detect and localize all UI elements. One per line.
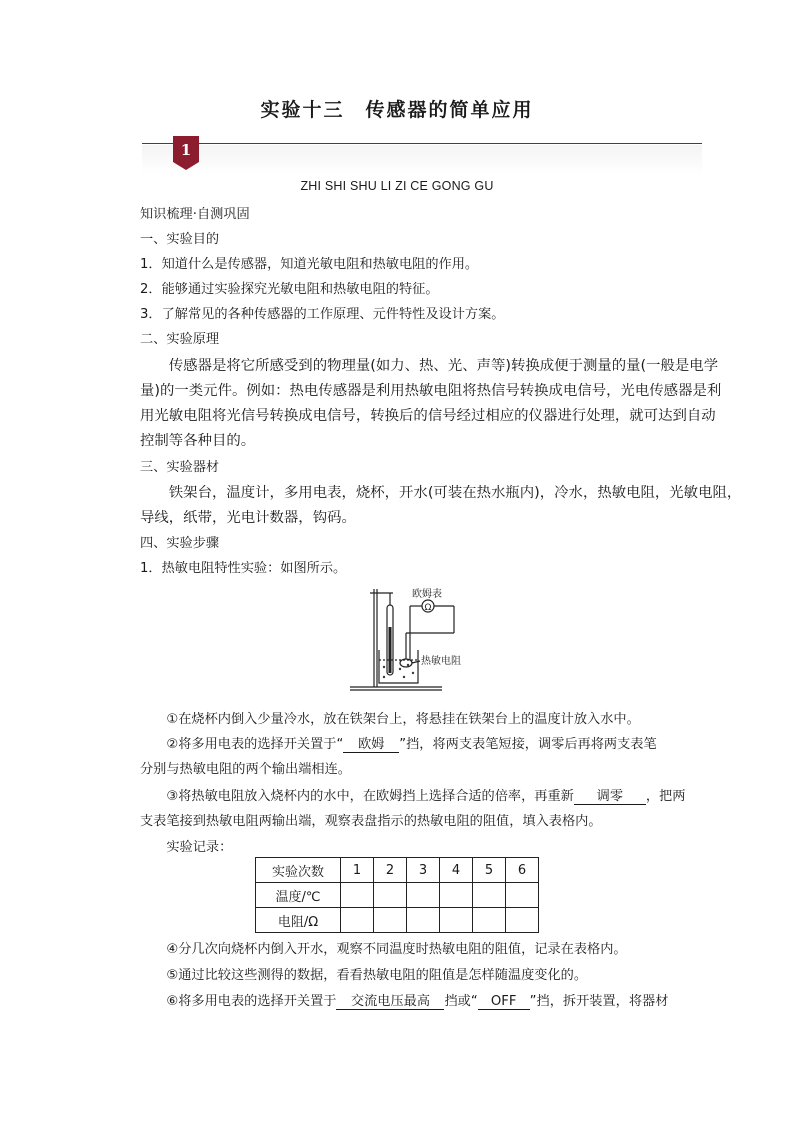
answer-blank: 调零 xyxy=(574,789,646,805)
principle-line: 传感器是将它所感受到的物理量(如力、热、光、声等)转换成便于测量的量(一般是电学 xyxy=(140,358,719,374)
step-text: 挡或“ xyxy=(444,994,478,1009)
section-badge-number: 1 xyxy=(180,141,192,159)
answer-blank: 欧姆 xyxy=(343,737,399,753)
equipment-line: 铁架台，温度计，多用电表，烧杯，开水(可装在热水瓶内)，冷水，热敏电阻，光敏电阻， xyxy=(140,485,742,501)
step-text: ③将热敏电阻放入烧杯内的水中，在欧姆挡上选择合适的倍率，再重新 xyxy=(140,789,574,804)
step-line xyxy=(140,990,668,1010)
section-pinyin: ZHI SHI SHU LI ZI CE GONG GU xyxy=(300,179,494,193)
heading-principle: 二、实验原理 xyxy=(140,332,220,347)
answer-blank: 交流电压最高 xyxy=(336,994,444,1010)
table-header-cell: 1 xyxy=(341,858,374,883)
step-line: ⑤通过比较这些测得的数据，看看热敏电阻的阻值是怎样随温度变化的。 xyxy=(140,968,588,983)
step-text: ”挡，拆开装置，将器材 xyxy=(529,994,669,1009)
ohmmeter-symbol: Ω xyxy=(424,603,432,613)
table-header-cell: 4 xyxy=(440,858,473,883)
principle-line: 控制等各种目的。 xyxy=(140,433,256,449)
table-row-label: 温度/℃ xyxy=(256,883,341,908)
step-text: ”挡，将两支表笔短接，调零后再将两支表笔 xyxy=(399,737,657,752)
experiment-apparatus-figure xyxy=(348,587,478,695)
heading-purpose: 一、实验目的 xyxy=(140,232,220,247)
table-header-cell: 3 xyxy=(407,858,440,883)
record-table xyxy=(255,857,539,933)
step-text: ⑥将多用电表的选择开关置于 xyxy=(140,994,337,1009)
table-header-row xyxy=(256,858,539,883)
step-text: ②将多用电表的选择开关置于“ xyxy=(140,737,344,752)
step-line: ①在烧杯内倒入少量冷水，放在铁架台上，将悬挂在铁架台上的温度计放入水中。 xyxy=(140,712,640,727)
ohmmeter-label: 欧姆表 xyxy=(412,589,442,600)
table-header-cell: 5 xyxy=(473,858,506,883)
thermistor-label: 热敏电阻 xyxy=(421,656,461,667)
page-title: 实验十三 传感器的简单应用 xyxy=(260,99,534,121)
answer-blank: OFF xyxy=(478,994,530,1010)
equipment-line: 导线，纸带，光电计数器，钩码。 xyxy=(140,510,356,526)
step-line: 支表笔接到热敏电阻两输出端，观察表盘指示的热敏电阻的阻值，填入表格内。 xyxy=(140,814,602,829)
table-row xyxy=(256,883,539,908)
table-header-cell: 实验次数 xyxy=(256,858,341,883)
purpose-item: 1．知道什么是传感器，知道光敏电阻和热敏电阻的作用。 xyxy=(140,257,479,272)
principle-line: 量)的一类元件。例如：热电传感器是利用热敏电阻将热信号转换成电信号，光电传感器是利 xyxy=(140,383,722,399)
banner-shade xyxy=(142,145,702,175)
step1-title: 1．热敏电阻特性实验：如图所示。 xyxy=(140,561,347,576)
purpose-item: 3．了解常见的各种传感器的工作原理、元件特性及设计方案。 xyxy=(140,307,505,322)
section-label: 知识梳理·自测巩固 xyxy=(140,207,250,222)
step-text: ，把两 xyxy=(645,789,686,804)
step-line: ④分几次向烧杯内倒入开水，观察不同温度时热敏电阻的阻值，记录在表格内。 xyxy=(140,942,627,957)
banner-line xyxy=(142,143,702,144)
table-row xyxy=(256,908,539,933)
purpose-item: 2．能够通过实验探究光敏电阻和热敏电阻的特征。 xyxy=(140,282,439,297)
table-header-cell: 6 xyxy=(506,858,539,883)
table-row-label: 电阻/Ω xyxy=(256,908,341,933)
heading-equipment: 三、实验器材 xyxy=(140,460,220,475)
step-line: 分别与热敏电阻的两个输出端相连。 xyxy=(140,762,351,777)
step-line xyxy=(140,733,657,753)
record-label: 实验记录： xyxy=(140,840,233,855)
heading-steps: 四、实验步骤 xyxy=(140,536,220,551)
step-line xyxy=(140,785,685,805)
principle-line: 用光敏电阻将光信号转换成电信号，转换后的信号经过相应的仪器进行处理，就可达到自动 xyxy=(140,408,716,424)
table-header-cell: 2 xyxy=(374,858,407,883)
